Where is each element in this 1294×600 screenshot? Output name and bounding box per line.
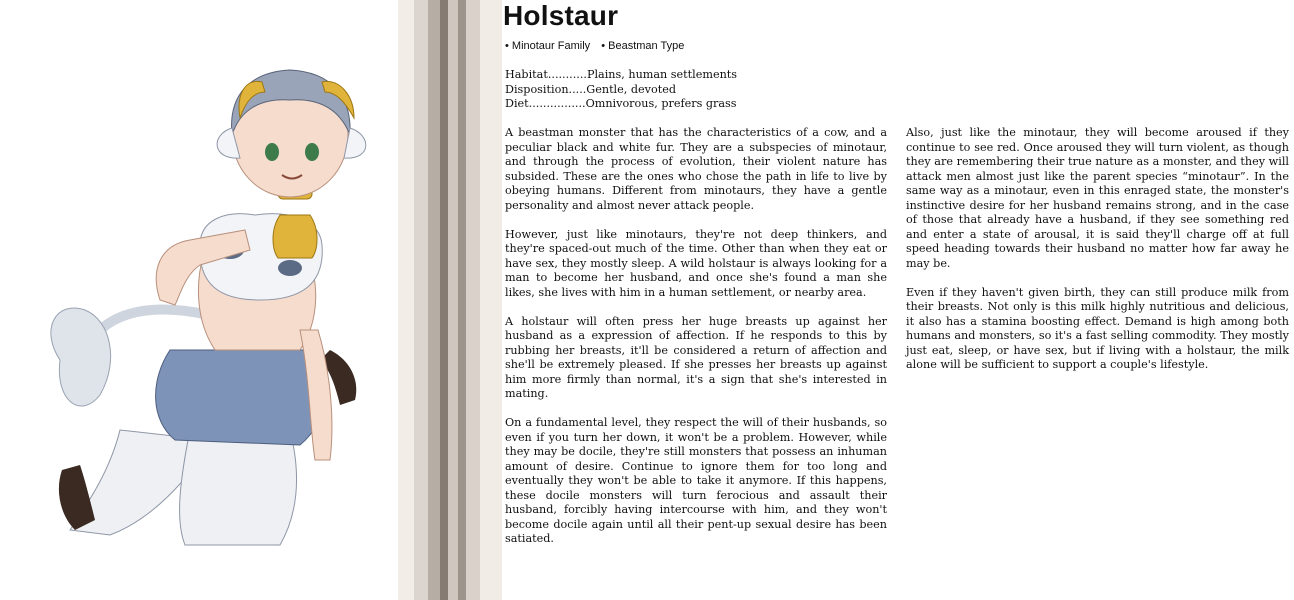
stat-habitat: Habitat...........Plains, human settlements [505, 68, 738, 81]
stats-block [505, 68, 737, 112]
stat-disposition: Disposition.....Gentle, devoted [505, 82, 676, 96]
paragraph: A holstaur will often press her huge breasts up against her husband as a expression of affection. If he responds to this by rubbing her breasts, it'll be considered a return of affection and she'll be extremely pleased. If she presses her breasts up against him more firmly than normal, it's a sign that she's interested in mating. [505, 314, 887, 400]
text-column-right [906, 126, 1289, 387]
spine-stripe [398, 0, 414, 600]
paragraph: On a fundamental level, they respect the will of their husbands, so even if you turn her down, it won't be a problem. However, while they may be docile, they're still monsters that possess an inhuman amount of desire. Continue to ignore them for too long and eventually they won't be able to take it anymore. If this happens, these docile monsters will turn ferocious and assault their husband, forcibly having intercourse with him, and they won't become docile again until all their pent-up sexual desire has been satiated. [505, 416, 887, 545]
paragraph: However, just like minotaurs, they're not deep thinkers, and they're spaced-out much of the time. Other than when they eat or have sex, they mostly sleep. A wild holstaur is always looking for a man to become her husband, and once she's found a man she likes, she lives with him in a human settlement, or nearby area. [505, 227, 887, 299]
paragraph: Also, just like the minotaur, they will become aroused if they continue to see red. Once aroused they will turn violent, as though they are remembering their true nature as a monster, and they will attack men almost just like the parent species “minotaur”. In the same way as a minotaur, even in this enraged state, the monster's instinctive desire for her husband remains strong, and in the case of those that already have a husband, if they see something red and enter a state of arousal, it is said they'll charge off at full speed heading towards their husband no matter how far away he may be. [906, 126, 1289, 270]
family-tag: • Beastman Type [601, 40, 685, 52]
holstaur-illustration [0, 0, 398, 600]
book-spine [398, 0, 502, 600]
stat-diet: Diet................Omnivorous, prefers grass [505, 97, 737, 110]
spine-stripe [414, 0, 428, 600]
illustration-panel [0, 0, 398, 600]
spine-stripe [480, 0, 502, 600]
spine-stripe [428, 0, 440, 600]
spine-stripe [466, 0, 480, 600]
text-column-left [505, 126, 887, 561]
family-tag: • Minotaur Family [505, 40, 591, 52]
page-title: Holstaur [503, 0, 619, 31]
family-tags [505, 40, 692, 52]
spine-stripe [448, 0, 458, 600]
paragraph: A beastman monster that has the characteristics of a cow, and a peculiar black and white fur. They are a subspecies of minotaur, and through the process of evolution, their violent nature has subsided. These are the ones who chose the path in life to live by obeying humans. Different from minotaurs, they have a gentle personality and almost never attack people. [505, 126, 887, 212]
paragraph: Even if they haven't given birth, they can still produce milk from their breasts. Not only is this milk highly nutritious and delicious, it also has a stamina boosting effect. Demand is high among both humans and monsters, so it's a fast selling commodity. They mostly just eat, sleep, or have sex, but if living with a holstaur, the milk alone will be sufficient to support a couple's lifestyle. [906, 285, 1289, 371]
spine-stripe [440, 0, 448, 600]
spine-stripe [458, 0, 466, 600]
